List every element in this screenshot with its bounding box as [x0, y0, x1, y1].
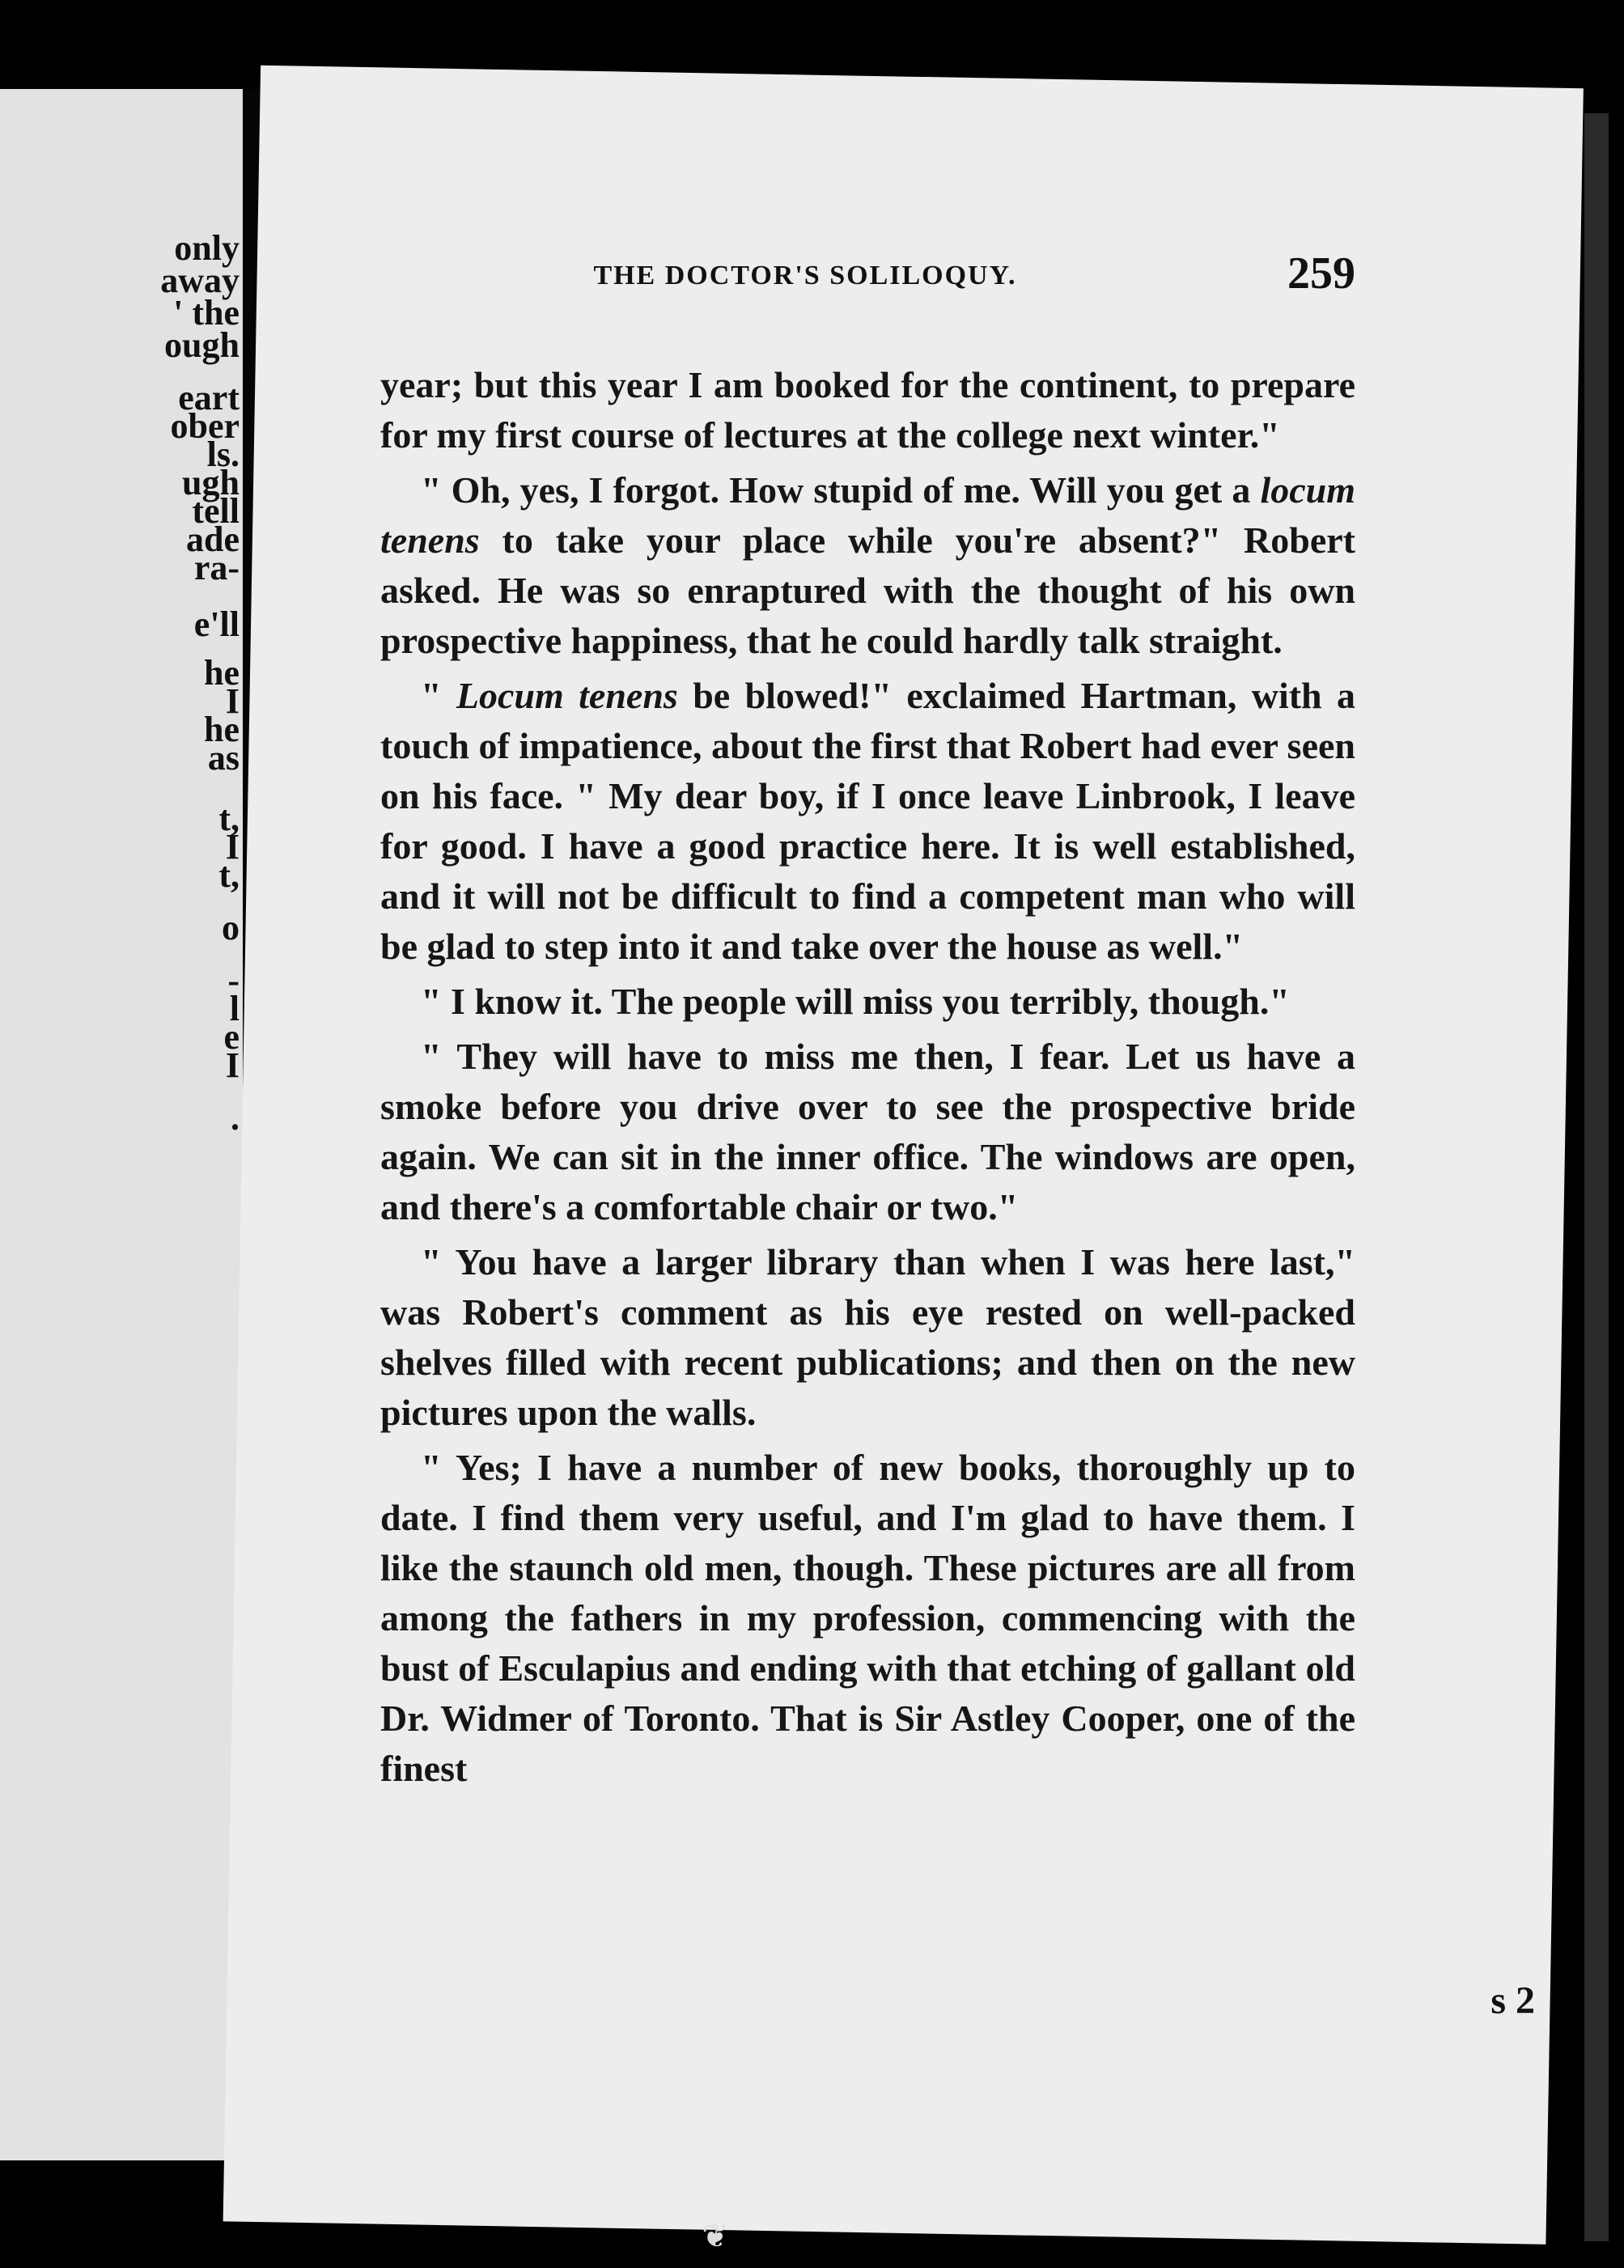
- left-page-fragment-text: ra-: [193, 548, 240, 587]
- paragraph-text: be blowed!" exclaimed Hartman, with a touch of impatience, about the first that Robert had ever seen on his face. " My dear boy, if I once leave Linbrook, I leave for good. I have a good practice here. It is well established, and it will not be difficult to find a competent man who will be glad to step into it and take over the house as well.": [380, 675, 1355, 967]
- left-page-fragment-text: l: [229, 989, 240, 1028]
- left-page-fragment-text: ls.: [206, 435, 240, 474]
- paragraph-text: " Oh, yes, I forgot. How stupid of me. Will you get a: [421, 469, 1261, 511]
- paragraph-text: ": [421, 675, 456, 716]
- body-text: [380, 360, 1355, 1799]
- signature-mark: s 2: [1490, 1979, 1535, 2022]
- paragraph: [380, 671, 1355, 972]
- left-page-text-fragments: [0, 89, 243, 2160]
- italic-phrase: locum tenens: [380, 469, 1355, 561]
- left-page-fragment-text: I: [225, 1045, 240, 1085]
- left-page-fragment-text: he: [204, 710, 240, 749]
- left-page-fragment-text: ough: [164, 325, 240, 365]
- left-page-fragment-text: e'll: [193, 604, 240, 644]
- left-page-fragment-text: eart: [178, 378, 240, 418]
- left-page-fragment-text: as: [207, 738, 240, 778]
- paragraph-text: to take your place while you're absent?" Robert asked. He was so enraptured with the thought of his own prospective happiness, that he could hardly talk straight.: [380, 519, 1355, 661]
- left-page-fragment-text: only: [174, 228, 240, 268]
- left-page-fragment: [0, 89, 243, 2160]
- left-page-fragment-text: he: [204, 653, 240, 693]
- left-page-fragment-text: t,: [218, 855, 240, 895]
- left-page-fragment-text: ugh: [182, 463, 240, 502]
- paragraph-text: " I know it. The people will miss you terribly, though.": [421, 981, 1290, 1022]
- left-page-fragment-text: ' the: [173, 293, 240, 333]
- left-page-fragment-text: away: [160, 261, 240, 300]
- running-title: THE DOCTOR'S SOLILOQUY.: [593, 261, 1017, 290]
- paragraph: [380, 977, 1355, 1027]
- ornament-icon: ❦: [702, 2218, 729, 2255]
- left-page-fragment-text: e: [223, 1017, 240, 1057]
- left-page-fragment-text: -: [227, 960, 240, 1000]
- page-edge: [1584, 113, 1609, 2241]
- paragraph: [380, 465, 1355, 666]
- paragraph: [380, 1237, 1355, 1438]
- paragraph-text: " They will have to miss me then, I fear. Let us have a smoke before you drive over to see the prospective bride again. We can sit in the inner office. The windows are open, and there's a comfortable chair or two.": [380, 1036, 1355, 1227]
- left-page-fragment-text: tell: [192, 491, 240, 531]
- page-number: 259: [1287, 248, 1355, 299]
- paragraph: [380, 1443, 1355, 1794]
- paragraph-text: year; but this year I am booked for the continent, to prepare for my first course of lectures at the college next winter.": [380, 364, 1355, 456]
- paragraph: [380, 1032, 1355, 1232]
- left-page-fragment-text: t,: [218, 799, 240, 838]
- paragraph-text: " Yes; I have a number of new books, thoroughly up to date. I find them very useful, and I'm glad to have them. I like the staunch old men, though. These pictures are all from among the fathers in my profession, commencing with the bust of Esculapius and ending with that etching of gallant old Dr. Widmer of Toronto. That is Sir Astley Cooper, one of the finest: [380, 1447, 1355, 1789]
- left-page-fragment-text: ober: [170, 406, 240, 446]
- paragraph-text: " You have a larger library than when I was here last," was Robert's comment as his eye rested on well-packed shelves filled with recent publications; and then on the new pictures upon the walls.: [380, 1241, 1355, 1433]
- left-page-fragment-text: .: [231, 1098, 240, 1138]
- left-page-fragment-text: I: [225, 681, 240, 721]
- paragraph: [380, 360, 1355, 460]
- left-page-fragment-text: I: [225, 827, 240, 867]
- left-page-fragment-text: o: [222, 908, 240, 947]
- italic-phrase: Locum tenens: [456, 675, 678, 716]
- left-page-fragment-text: ade: [186, 519, 240, 559]
